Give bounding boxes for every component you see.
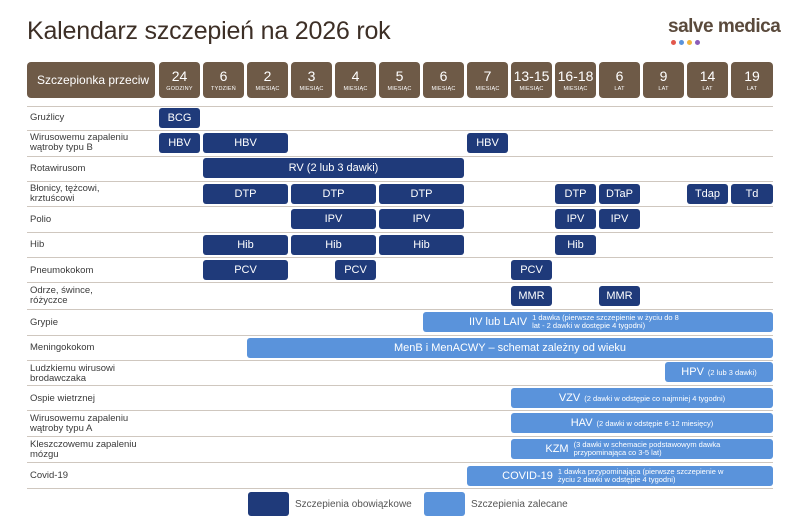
- header-unit: TYDZIEŃ: [211, 86, 236, 92]
- vaccine-bar-dtp: DTP: [379, 184, 464, 204]
- row-divider: [27, 309, 773, 310]
- vaccine-bar-hav: [511, 413, 773, 433]
- vaccine-bar-mmr: MMR: [511, 286, 552, 306]
- header-num: 2: [263, 68, 272, 84]
- vaccine-bar-ipv: IPV: [291, 209, 376, 229]
- header-num: 9: [659, 68, 668, 84]
- row-label-chickenpox: Ospie wietrznej: [30, 393, 95, 404]
- vaccine-bar-bcg: BCG: [159, 108, 200, 128]
- vaccine-bar-men: MenB i MenACWY – schemat zależny od wieku: [247, 338, 773, 358]
- row-label-hepatitis-a: Wirusowemu zapaleniu wątroby typu A: [30, 413, 129, 434]
- logo-dots: [671, 40, 700, 45]
- header-col-4m: [335, 62, 376, 98]
- row-label-dtp: Błonicy, tężcowi, krztuścowi: [30, 183, 100, 204]
- header-unit: LAT: [746, 86, 758, 92]
- header-unit: MIESIĄC: [299, 86, 324, 92]
- header-num: 14: [699, 68, 716, 84]
- page-title: Kalendarz szczepień na 2026 rok: [27, 17, 391, 45]
- header-num: 6: [219, 68, 228, 84]
- vaccine-bar-ipv: IPV: [555, 209, 596, 229]
- header-col-7m: [467, 62, 508, 98]
- header-unit: MIESIĄC: [387, 86, 412, 92]
- vaccine-bar-kzm-note: (3 dawki w schemacie podstawowym dawka przypominająca co 3-5 lat): [573, 440, 721, 457]
- vaccine-bar-vzv-label: VZV: [558, 392, 581, 404]
- header-unit: MIESIĄC: [431, 86, 456, 92]
- row-divider: [27, 232, 773, 233]
- logo: salve medica: [668, 16, 781, 37]
- header-vaccine-against: Szczepionka przeciw: [27, 62, 155, 98]
- header-num: 13-15: [513, 68, 550, 84]
- row-label-tbe: Kleszczowemu zapaleniu mózgu: [30, 439, 137, 460]
- logo-dot: [687, 40, 692, 45]
- logo-dot: [679, 40, 684, 45]
- vaccine-bar-rv: RV (2 lub 3 dawki): [203, 158, 464, 178]
- row-label-rotavirus: Rotawirusom: [30, 163, 86, 174]
- row-divider: [27, 335, 773, 336]
- header-col-5m: [379, 62, 420, 98]
- vaccine-bar-dtp: DTP: [203, 184, 288, 204]
- row-divider: [27, 106, 773, 107]
- row-divider: [27, 488, 773, 489]
- header-col-3m: [291, 62, 332, 98]
- header-col-9y: [643, 62, 684, 98]
- row-label-hpv: Ludzkiemu wirusowi brodawczaka: [30, 363, 116, 384]
- header-col-6m: [423, 62, 464, 98]
- row-divider: [27, 156, 773, 157]
- legend-label-mandatory: Szczepienia obowiązkowe: [295, 499, 412, 510]
- logo-dot: [695, 40, 700, 45]
- header-unit: LAT: [614, 86, 625, 92]
- row-divider: [27, 385, 773, 386]
- header-num: 3: [307, 68, 316, 84]
- row-divider: [27, 206, 773, 207]
- header-unit: MIESIĄC: [255, 86, 280, 92]
- vaccine-bar-hib: Hib: [203, 235, 288, 255]
- header-unit: MIESIĄC: [343, 86, 368, 92]
- vaccine-bar-ipv: IPV: [599, 209, 640, 229]
- row-divider: [27, 436, 773, 437]
- header-unit: GODZINY: [166, 86, 193, 92]
- vaccine-bar-td: Td: [731, 184, 773, 204]
- vaccine-bar-ipv: IPV: [379, 209, 464, 229]
- vaccine-bar-hpv-note: (2 lub 3 dawki): [707, 367, 757, 377]
- legend-swatch-recommended: [424, 492, 465, 516]
- vaccine-bar-flu-label: IIV lub LAIV: [469, 316, 528, 328]
- vaccine-bar-hbv: HBV: [203, 133, 288, 153]
- legend-label-recommended: Szczepienia zalecane: [471, 499, 568, 510]
- header-col-13-15m: [511, 62, 552, 98]
- header-col-16-18m: [555, 62, 596, 98]
- header-num: 6: [439, 68, 448, 84]
- row-label-hib: Hib: [30, 239, 45, 250]
- header-num: 16-18: [557, 68, 594, 84]
- vaccine-bar-flu: [423, 312, 773, 332]
- row-label-tuberculosis: Gruźlicy: [30, 112, 65, 123]
- vaccine-bar-vzv: [511, 388, 773, 408]
- row-label-meningococcus: Meningokokom: [30, 342, 95, 353]
- row-label-polio: Polio: [30, 214, 52, 225]
- header-col-6y: [599, 62, 640, 98]
- vaccine-bar-kzm: [511, 439, 773, 459]
- header-num: 4: [351, 68, 360, 84]
- vaccine-bar-hpv-label: HPV: [681, 366, 704, 378]
- vaccine-bar-dtp: DTP: [555, 184, 596, 204]
- vaccine-bar-covid: [467, 466, 773, 486]
- vaccine-bar-pcv: PCV: [203, 260, 288, 280]
- vaccine-bar-flu-note: 1 dawka (pierwsze szczepienie w życiu do 8 lat - 2 dawki w dostępie 4 tygodni): [532, 313, 679, 330]
- vaccine-bar-dtp: DTP: [291, 184, 376, 204]
- row-label-mmr: Odrze, śwince, różyczce: [30, 285, 93, 306]
- row-divider: [27, 130, 773, 131]
- vaccine-bar-covid-label: COVID-19: [502, 470, 553, 482]
- vaccine-bar-hpv: [665, 362, 773, 382]
- vaccine-bar-hbv: HBV: [467, 133, 508, 153]
- row-divider: [27, 257, 773, 258]
- vaccine-bar-mmr: MMR: [599, 286, 640, 306]
- vaccine-bar-hib: Hib: [555, 235, 596, 255]
- vaccine-bar-hib: Hib: [379, 235, 464, 255]
- header-num: 24: [171, 68, 188, 84]
- vaccine-bar-hib: Hib: [291, 235, 376, 255]
- header-col-24h: [159, 62, 200, 98]
- vaccine-bar-dtap: DTaP: [599, 184, 640, 204]
- row-label-hepatitis-b: Wirusowemu zapaleniu wątroby typu B: [30, 132, 129, 153]
- header-num: 5: [395, 68, 404, 84]
- row-label-pneumococcus: Pneumokokom: [30, 265, 94, 276]
- header-num: 19: [744, 68, 760, 84]
- header-col-19y: [731, 62, 773, 98]
- row-label-influenza: Grypie: [30, 317, 58, 328]
- vaccine-bar-kzm-label: KZM: [545, 443, 569, 455]
- header-col-14y: [687, 62, 728, 98]
- vaccine-bar-hav-label: HAV: [570, 417, 593, 429]
- row-divider: [27, 410, 773, 411]
- logo-dot: [671, 40, 676, 45]
- header-num: 7: [483, 68, 492, 84]
- vaccine-bar-vzv-note: (2 dawki w odstępie co najmniej 4 tygodni): [584, 393, 726, 403]
- row-divider: [27, 462, 773, 463]
- header-unit: MIESIĄC: [563, 86, 588, 92]
- row-divider: [27, 282, 773, 283]
- vaccine-bar-pcv: PCV: [335, 260, 376, 280]
- header-unit: LAT: [658, 86, 669, 92]
- vaccine-bar-covid-note: 1 dawka przypominająca (pierwsze szczepienie w życiu 2 dawki w odstępie 4 tygodni): [557, 467, 724, 484]
- vaccine-bar-hbv: HBV: [159, 133, 200, 153]
- header-unit: LAT: [702, 86, 713, 92]
- header-num: 6: [615, 68, 624, 84]
- legend-swatch-mandatory: [248, 492, 289, 516]
- header-col-2m: [247, 62, 288, 98]
- vaccine-bar-tdap: Tdap: [687, 184, 728, 204]
- vaccine-bar-hav-note: (2 dawki w odstępie 6-12 miesięcy): [596, 418, 714, 428]
- row-label-covid: Covid-19: [30, 470, 69, 481]
- header-unit: MIESIĄC: [475, 86, 500, 92]
- vaccine-bar-pcv: PCV: [511, 260, 552, 280]
- row-divider: [27, 360, 773, 361]
- header-unit: MIESIĄC: [519, 86, 544, 92]
- header-col-6w: [203, 62, 244, 98]
- row-divider: [27, 181, 773, 182]
